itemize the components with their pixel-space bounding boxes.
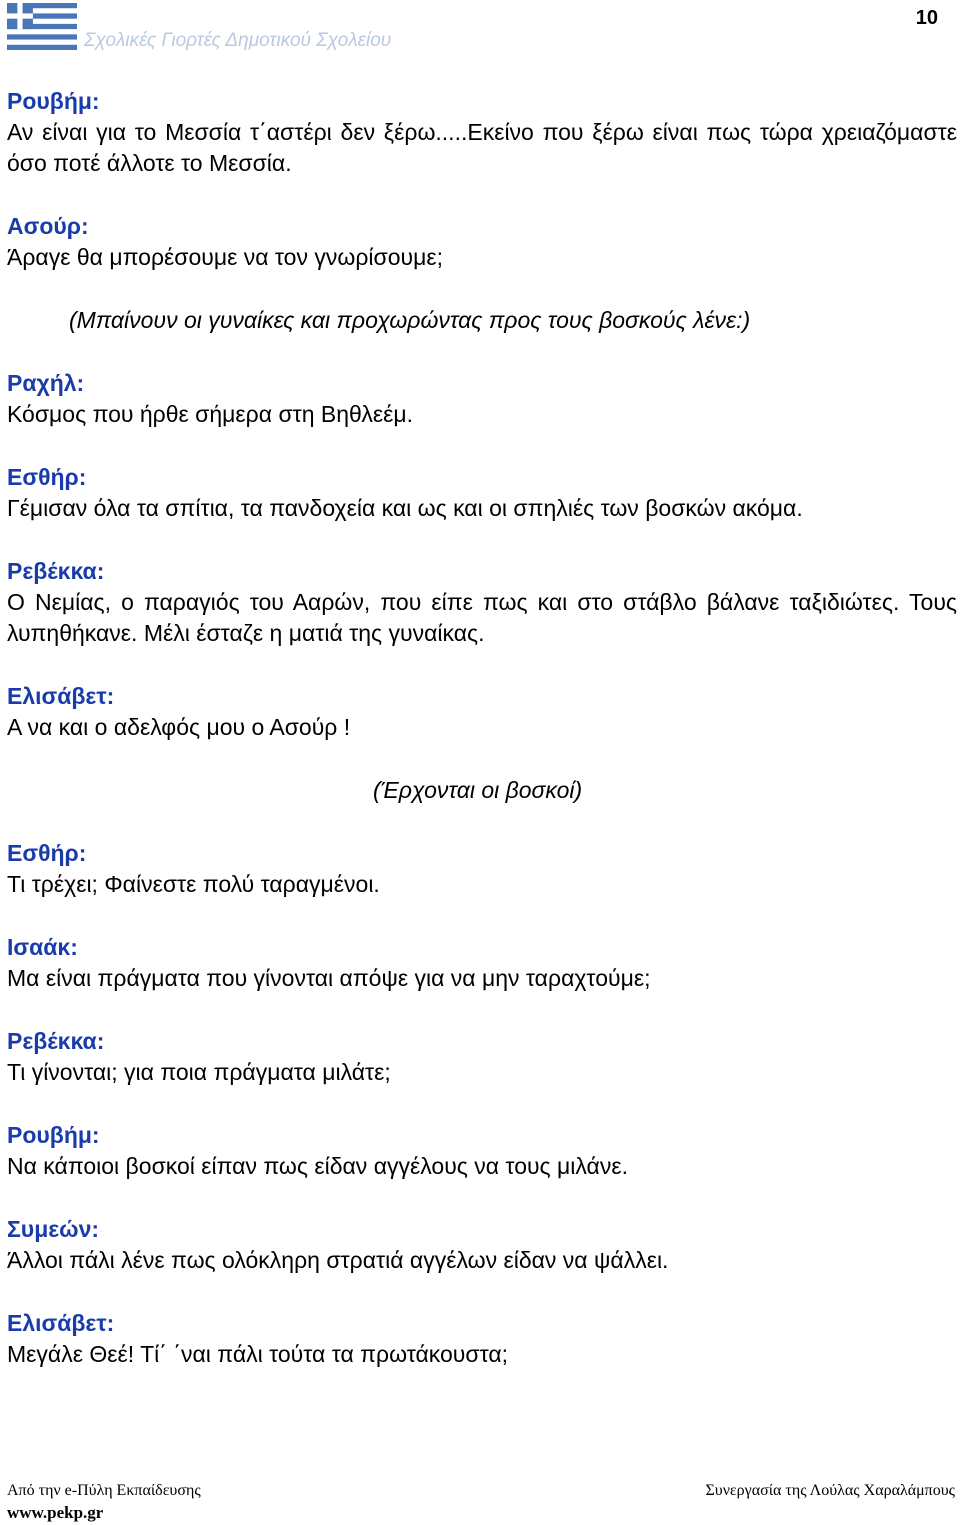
stage-direction: (Έρχονται οι βοσκοί) xyxy=(373,777,583,803)
dialogue-line: Τι γίνονται; για ποια πράγματα μιλάτε; xyxy=(7,1059,391,1085)
footer-source: Από την e-Πύλη Εκπαίδευσης xyxy=(7,1482,201,1499)
dialogue-line: Να κάποιοι βοσκοί είπαν πως είδαν αγγέλους να τους μιλάνε. xyxy=(7,1153,628,1179)
dialogue-block xyxy=(7,462,957,524)
dialogue-block xyxy=(7,1026,957,1088)
dialogue-line: Αν είναι για το Μεσσία τ΄αστέρι δεν ξέρω.....Εκείνο που ξέρω είναι πως τώρα χρειαζόμαστε όσο ποτέ άλλοτε το Μεσσία. xyxy=(7,119,957,176)
speaker-name: Ελισάβετ: xyxy=(7,683,115,709)
dialogue-line: Μεγάλε Θεέ! Τί΄ ΄ναι πάλι τούτα τα πρωτάκουστα; xyxy=(7,1341,509,1367)
dialogue-line: Γέμισαν όλα τα σπίτια, τα πανδοχεία και ως και οι σπηλιές των βοσκών ακόμα. xyxy=(7,495,803,521)
speaker-name: Ραχήλ: xyxy=(7,370,85,396)
speaker-name: Ισαάκ: xyxy=(7,934,78,960)
dialogue-line: Μα είναι πράγματα που γίνονται απόψε για να μην ταραχτούμε; xyxy=(7,965,651,991)
page-number: 10 xyxy=(915,7,938,29)
speaker-name: Ασούρ: xyxy=(7,213,89,239)
dialogue-line: Ο Νεμίας, ο παραγιός του Ααρών, που είπε πως και στο στάβλο βάλανε ταξιδιώτες. Τους λυπηθήκανε. Μέλι έσταζε η ματιά της γυναίκας. xyxy=(7,589,957,646)
stage-direction: (Μπαίνουν οι γυναίκες και προχωρώντας προς τους βοσκούς λένε:) xyxy=(69,307,751,333)
speaker-name: Ρουβήμ: xyxy=(7,1122,100,1148)
play-script xyxy=(7,86,957,1402)
speaker-name: Συμεών: xyxy=(7,1216,100,1242)
dialogue-block xyxy=(7,368,957,430)
dialogue-block xyxy=(7,556,957,649)
header-title: Σχολικές Γιορτές Δημοτικού Σχολείου xyxy=(84,30,392,51)
dialogue-block xyxy=(7,932,957,994)
dialogue-block xyxy=(7,211,957,273)
speaker-name: Ρουβήμ: xyxy=(7,88,100,114)
dialogue-line: Άραγε θα μπορέσουμε να τον γνωρίσουμε; xyxy=(7,244,443,270)
dialogue-block xyxy=(7,838,957,900)
speaker-name: Εσθήρ: xyxy=(7,840,87,866)
footer-url[interactable]: www.pekp.gr xyxy=(7,1503,104,1522)
dialogue-block xyxy=(7,1120,957,1182)
dialogue-block xyxy=(7,1214,957,1276)
footer-credit: Συνεργασία της Λούλας Χαραλάμπους xyxy=(705,1482,955,1499)
greek-flag-logo xyxy=(7,3,77,50)
dialogue-line: Τι τρέχει; Φαίνεστε πολύ ταραγμένοι. xyxy=(7,871,380,897)
dialogue-line: Κόσμος που ήρθε σήμερα στη Βηθλεέμ. xyxy=(7,401,414,427)
speaker-name: Ρεβέκκα: xyxy=(7,1028,105,1054)
dialogue-line: Α να και ο αδελφός μου ο Ασούρ ! xyxy=(7,714,351,740)
speaker-name: Ελισάβετ: xyxy=(7,1310,115,1336)
dialogue-block xyxy=(7,86,957,179)
dialogue-line: Άλλοι πάλι λένε πως ολόκληρη στρατιά αγγέλων είδαν να ψάλλει. xyxy=(7,1247,669,1273)
dialogue-block xyxy=(7,1308,957,1370)
speaker-name: Ρεβέκκα: xyxy=(7,558,105,584)
speaker-name: Εσθήρ: xyxy=(7,464,87,490)
dialogue-block xyxy=(7,681,957,743)
